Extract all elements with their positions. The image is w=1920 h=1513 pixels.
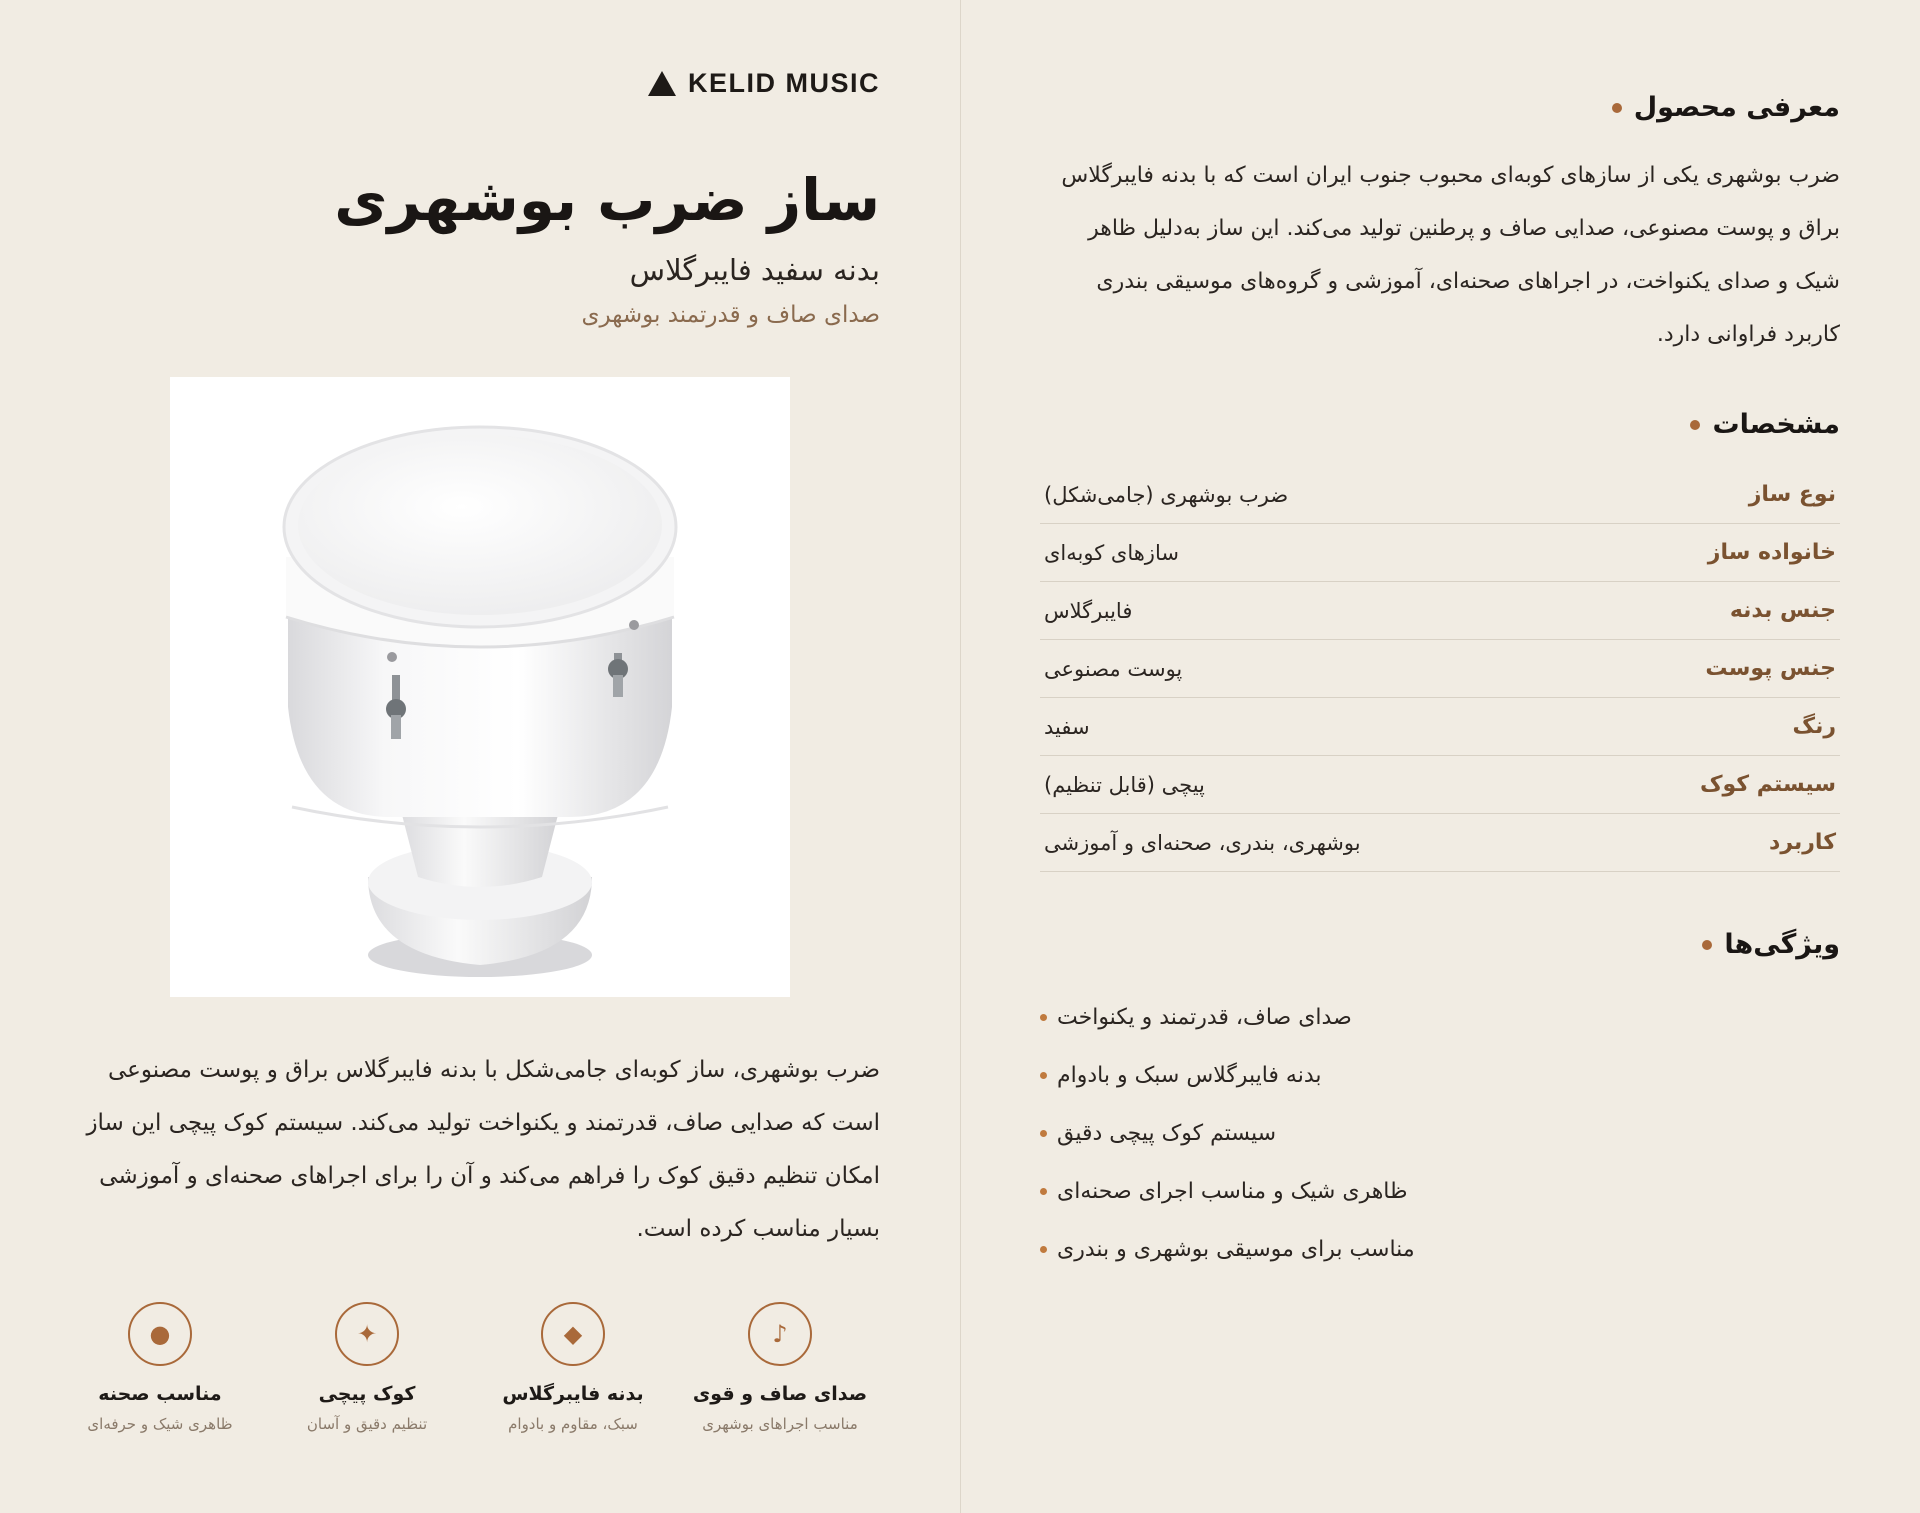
spec-key: جنس پوست: [1705, 656, 1836, 681]
list-item-text: سیستم کوک پیچی دقیق: [1057, 1120, 1277, 1146]
spec-row: [1040, 698, 1840, 756]
product-subtitle: بدنه سفید فایبرگلاس: [629, 253, 880, 287]
product-title: ساز ضرب بوشهری: [334, 166, 880, 234]
spec-key: جنس بدنه: [1729, 598, 1836, 623]
product-description: ضرب بوشهری، ساز کوبه‌ای جامی‌شکل با بدنه فایبرگلاس براق و پوست مصنوعی است که صدایی صاف، قدرتمند و یکنواخت تولید می‌کند. سیستم کوک پیچی این ساز امکان تنظیم دقیق کوک را فراهم می‌کند و آن را برای اجراهای صحنه‌ای و آموزشی بسیار مناسب کرده است.: [86, 1057, 880, 1242]
feature-strip: [80, 1302, 880, 1452]
bullet-dot-icon: [1702, 940, 1712, 950]
brand: [648, 68, 880, 99]
drum-illustration: [170, 377, 790, 997]
specs-heading-text: مشخصات: [1712, 409, 1840, 440]
bullet-dot-icon: [1690, 420, 1700, 430]
spec-key: کاربرد: [1769, 830, 1836, 855]
spec-key: سیستم کوک: [1699, 772, 1836, 797]
music-note-icon: [748, 1302, 812, 1366]
highlights-heading: [1040, 925, 1840, 965]
diamond-icon: [541, 1302, 605, 1366]
feature-item: [680, 1302, 880, 1436]
list-item: [1040, 1046, 1840, 1104]
list-item-text: صدای صاف، قدرتمند و یکنواخت: [1057, 1004, 1352, 1030]
spec-row: [1040, 466, 1840, 524]
left-column: [80, 0, 880, 1513]
brand-name: KELID MUSIC: [688, 68, 880, 98]
feature-subtitle: مناسب اجراهای بوشهری: [702, 1415, 858, 1433]
list-item-text: مناسب برای موسیقی بوشهری و بندری: [1057, 1236, 1415, 1262]
list-item: [1040, 1220, 1840, 1278]
list-item: [1040, 1162, 1840, 1220]
spec-value: سازهای کوبه‌ای: [1044, 540, 1179, 565]
bullet-dot-icon: [1040, 1130, 1047, 1137]
list-item-text: بدنه فایبرگلاس سبک و بادوام: [1057, 1062, 1322, 1088]
feature-title: بدنه فایبرگلاس: [502, 1383, 644, 1405]
feature-glyph: ●: [149, 1320, 171, 1348]
bullet-dot-icon: [1040, 1188, 1047, 1195]
specs-heading: [1040, 405, 1840, 445]
column-divider: [960, 0, 961, 1513]
highlights-heading-text: ویژگی‌ها: [1724, 929, 1840, 960]
feature-glyph: ✦: [356, 1320, 378, 1348]
spec-value: ضرب بوشهری (جامی‌شکل): [1044, 482, 1289, 507]
feature-item: [60, 1302, 260, 1436]
intro-heading: [1040, 88, 1840, 128]
spec-key: خانواده ساز: [1707, 540, 1836, 565]
spec-value: فایبرگلاس: [1044, 598, 1133, 623]
triangle-logo-icon: [648, 71, 676, 96]
list-item: [1040, 988, 1840, 1046]
spec-row: [1040, 756, 1840, 814]
highlights-list: [1040, 988, 1840, 1278]
right-column: [1040, 0, 1840, 1513]
spec-value: پوست مصنوعی: [1044, 656, 1183, 681]
spec-key: رنگ: [1792, 714, 1836, 739]
spec-value: سفید: [1044, 714, 1090, 739]
feature-subtitle: ظاهری شیک و حرفه‌ای: [87, 1415, 233, 1433]
spec-row: [1040, 640, 1840, 698]
spec-key: نوع ساز: [1748, 482, 1836, 507]
product-image: [170, 377, 790, 997]
feature-title: صدای صاف و قوی: [692, 1383, 868, 1405]
intro-heading-text: معرفی محصول: [1633, 92, 1840, 123]
feature-subtitle: سبک، مقاوم و بادوام: [508, 1415, 638, 1433]
intro-text: ضرب بوشهری یکی از سازهای کوبه‌ای محبوب جنوب ایران است که با بدنه فایبرگلاس براق و پوست مصنوعی، صدایی صاف و پرطنین تولید می‌کند. این ساز به‌دلیل ظاهر شیک و صدای یکنواخت، در اجراهای صحنه‌ای، آموزشی و گروه‌های موسیقی بندری کاربرد فراوانی دارد.: [1061, 163, 1840, 347]
feature-glyph: ♪: [772, 1320, 788, 1348]
dot-icon: [128, 1302, 192, 1366]
spec-row: [1040, 814, 1840, 872]
specs-table: [1040, 466, 1840, 872]
product-tagline: صدای صاف و قدرتمند بوشهری: [581, 302, 880, 328]
feature-subtitle: تنظیم دقیق و آسان: [306, 1415, 428, 1433]
bullet-dot-icon: [1040, 1014, 1047, 1021]
spec-value: پیچی (قابل تنظیم): [1044, 772, 1205, 797]
bullet-dot-icon: [1040, 1246, 1047, 1253]
spec-row: [1040, 524, 1840, 582]
feature-glyph: ◆: [563, 1320, 583, 1348]
list-item: [1040, 1104, 1840, 1162]
spec-row: [1040, 582, 1840, 640]
bullet-dot-icon: [1040, 1072, 1047, 1079]
feature-item: [267, 1302, 467, 1436]
feature-title: مناسب صحنه: [98, 1383, 222, 1405]
spec-value: بوشهری، بندری، صحنه‌ای و آموزشی: [1044, 830, 1361, 855]
bullet-dot-icon: [1612, 103, 1622, 113]
sparkle-icon: [335, 1302, 399, 1366]
feature-title: کوک پیچی: [318, 1383, 416, 1405]
list-item-text: ظاهری شیک و مناسب اجرای صحنه‌ای: [1057, 1178, 1408, 1204]
feature-item: [473, 1302, 673, 1436]
